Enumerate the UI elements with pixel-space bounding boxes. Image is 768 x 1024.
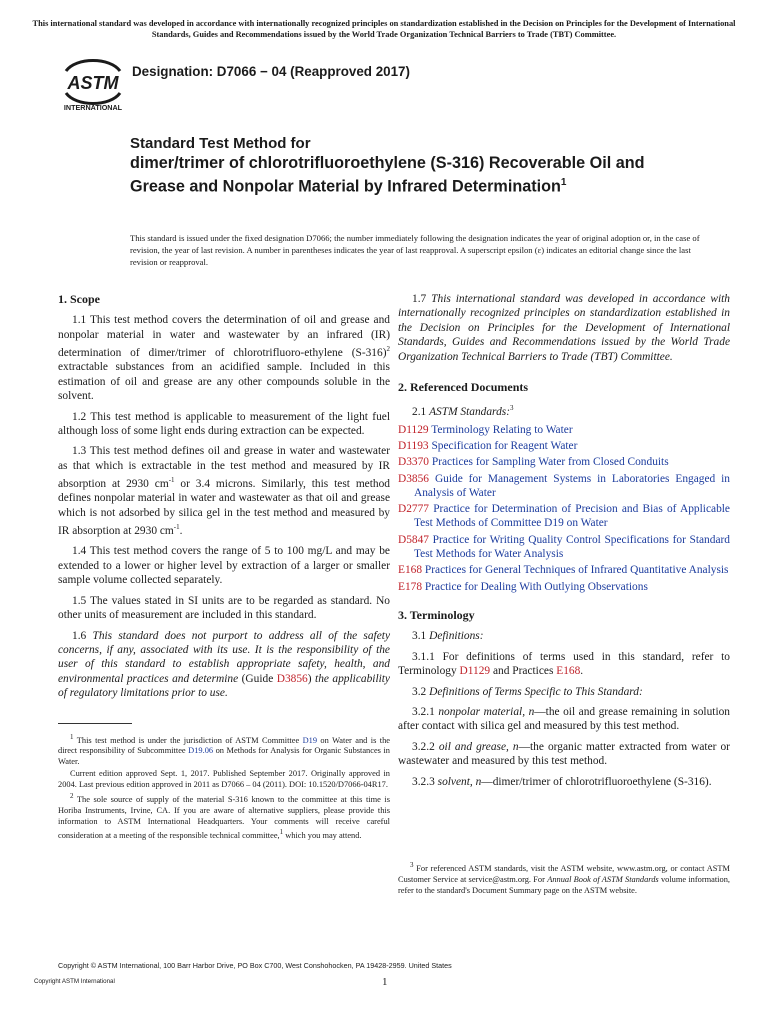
left-column <box>58 292 390 842</box>
reference-code[interactable]: E168 <box>398 564 423 577</box>
reference-title[interactable]: Practice for Writing Quality Control Specifications for Standard Test Methods for Water Analysis <box>414 533 730 561</box>
para-3-2-1: 3.2.1 nonpolar material, n—the oil and grease remaining in solution after contact with silica gel and measured by this test method. <box>398 705 730 733</box>
para-1-5: 1.5 The values stated in SI units are to be regarded as standard. No other units of measurement are included in this standard. <box>58 594 390 622</box>
designation: Designation: D7066 − 04 (Reapproved 2017) <box>132 64 410 79</box>
issue-note: This standard is issued under the fixed designation D7066; the number immediately following the designation indicates the year of original adoption or, in the case of revision, the year of last revision. A number in parentheses indicates the year of last reapproval. A superscript epsilon (ε) indicates an editorial change since the last revision or reapproval. <box>130 233 700 267</box>
reference-code[interactable]: D2777 <box>398 503 430 516</box>
reference-code[interactable]: D3856 <box>398 472 430 485</box>
para-1-2: 1.2 This test method is applicable to measurement of the light fuel although loss of some light ends during extraction can be expected. <box>58 410 390 438</box>
scope-heading: 1. Scope <box>58 292 100 306</box>
right-column <box>398 292 730 795</box>
para-3-2-2: 3.2.2 oil and grease, n—the organic matter extracted from water or wastewater and measured by this test method. <box>398 740 730 768</box>
title-prefix: Standard Test Method for <box>130 135 311 152</box>
link-d1129[interactable]: D1129 <box>459 665 491 678</box>
reference-title[interactable]: Guide for Management Systems in Laboratories Engaged in Analysis of Water <box>414 472 730 499</box>
astm-standards-subheading: 2.1 ASTM Standards:$^3$ <box>412 404 514 419</box>
para-1-4: 1.4 This test method covers the range of 5 to 100 mg/L and may be extended to a lower or higher level by extraction of a larger or smaller sample volume collected separately. <box>58 545 390 587</box>
reference-title[interactable]: Practice for Determination of Precision and Bias of Applicable Test Methods of Committee D19 on Water <box>414 503 730 530</box>
para-1-3: 1.3 This test method defines oil and grease in water and wastewater as that which is extractable in the test method and measured by IR absorption at 2930 $cm^{-1}$ or 3.4 microns. Similarly, this test method defines nonpolar material in water and wastewater as that oil and grease which is not adsorbed by silica gel in the test method and measured by IR absorption at 2930 $cm^{-1}$. <box>58 445 390 538</box>
copyright-small: Copyright ASTM International <box>34 978 115 985</box>
footnote-3-block <box>398 860 730 897</box>
footnote-rule <box>58 723 132 724</box>
footnote-2: $^2$ The sole source of supply of the material S-316 known to the committee at this time is Horiba Instruments, Irvine, CA. If you are aware of alternative suppliers, please provide this information to ASTM International Headquarters. Your comments will receive careful consideration at a meeting of the responsible technical committee,$^1$ which you may attend. <box>58 792 390 840</box>
link-d3856[interactable]: D3856 <box>276 672 308 685</box>
para-3-2: 3.2 Definitions of Terms Specific to This Standard: <box>412 685 643 698</box>
reference-item[interactable] <box>398 502 730 531</box>
refdocs-heading: 2. Referenced Documents <box>398 380 529 395</box>
reference-title[interactable]: Terminology Relating to Water <box>431 423 573 436</box>
link-d19-06[interactable]: D19.06 <box>188 746 214 756</box>
title-footnote-mark: 1 <box>560 177 567 188</box>
reference-title[interactable]: Practices for General Techniques of Infrared Quantitative Analysis <box>424 564 729 577</box>
reference-list <box>398 423 730 594</box>
para-1-1: 1.1 This test method covers the determination of oil and grease and nonpolar material in water and wastewater by an infrared (IR) determination of dimer/trimer of chlorotrifluoro-ethylene $(S-316)^2$ extractable substances from an acidified sample. Included in this estimation of oil and grease are any other compounds soluble in the solvent. <box>58 314 390 403</box>
footnote-1-edition: Current edition approved Sept. 1, 2017. Published September 2017. Originally approved in 2004. Last previous edition approved in 2011 as D7066 – 04 (2011). DOI: 10.1520/D7066-04R17. <box>58 769 390 790</box>
reference-code[interactable]: E178 <box>398 580 423 593</box>
reference-item[interactable] <box>398 472 730 501</box>
reference-item[interactable] <box>398 563 730 577</box>
copyright-line: Copyright © ASTM International, 100 Barr Harbor Drive, PO Box C700, West Conshohocken, PA 19428-2959. United States <box>58 961 452 970</box>
logo-word: INTERNATIONAL <box>63 103 123 112</box>
para-3-1-1: 3.1.1 For definitions of terms used in this standard, refer to Terminology D1129 and Practices E168. <box>398 650 730 678</box>
reference-item[interactable] <box>398 533 730 562</box>
reference-title[interactable]: Practices for Sampling Water from Closed Conduits <box>431 456 669 469</box>
trade-notice: This international standard was developed in accordance with internationally recognized principles on standardization established in the Decision on Principles for the Development of International Standards, Guides and Recommendations issued by the World Trade Organization Technical Barriers to Trade (TBT) Committee. <box>32 19 736 39</box>
para-1-7: 1.7 This international standard was developed in accordance with internationally recognized principles on standardization established in the Decision on Principles for the Development of International Standards, Guides and Recommendations issued by the World Trade Organization Technical Barriers to Trade (TBT) Committee. <box>398 293 730 363</box>
reference-title[interactable]: Practice for Dealing With Outlying Observations <box>424 580 648 593</box>
astm-logo <box>60 55 126 113</box>
para-1-6: 1.6 This standard does not purport to address all of the safety concerns, if any, associated with its use. It is the responsibility of the user of this standard to establish appropriate safety, health, and environmental practices and determine (Guide D3856) the applicability of regulatory limitations prior to use. <box>58 629 390 700</box>
page-number: 1 <box>382 976 388 988</box>
reference-title[interactable]: Specification for Reagent Water <box>431 439 578 452</box>
reference-code[interactable]: D1193 <box>398 439 429 452</box>
reference-item[interactable] <box>398 439 730 453</box>
reference-code[interactable]: D1129 <box>398 423 429 436</box>
logo-letters: ASTM <box>67 73 119 93</box>
reference-item[interactable] <box>398 580 730 594</box>
link-e168[interactable]: E168 <box>556 665 581 678</box>
footnote-1: $^1$ This test method is under the jurisdiction of ASTM Committee D19 on Water and is the direct responsibility of Subcommittee D19.06 on Methods for Analysis for Organic Substances in Water. <box>58 732 390 767</box>
reference-item[interactable] <box>398 423 730 437</box>
document-title <box>130 134 650 197</box>
reference-code[interactable]: D5847 <box>398 533 430 546</box>
para-3-2-3: 3.2.3 solvent, n—dimer/trimer of chlorotrifluoroethylene (S-316). <box>412 775 712 788</box>
reference-item[interactable] <box>398 455 730 469</box>
footnote-3: $^3$ For referenced ASTM standards, visit the ASTM website, www.astm.org, or contact ASTM Customer Service at service@astm.org. For Annual Book of ASTM Standards volume information, refer to the standard's Document Summary page on the ASTM website. <box>398 861 730 895</box>
terminology-heading: 3. Terminology <box>398 607 475 622</box>
para-3-1: 3.1 Definitions: <box>412 630 484 643</box>
reference-code[interactable]: D3370 <box>398 456 430 469</box>
title-main: dimer/trimer of chlorotrifluoroethylene (S-316) Recoverable Oil and Grease and Nonpolar Material by Infrared Determination <box>130 153 645 196</box>
link-d19[interactable]: D19 <box>302 735 318 745</box>
